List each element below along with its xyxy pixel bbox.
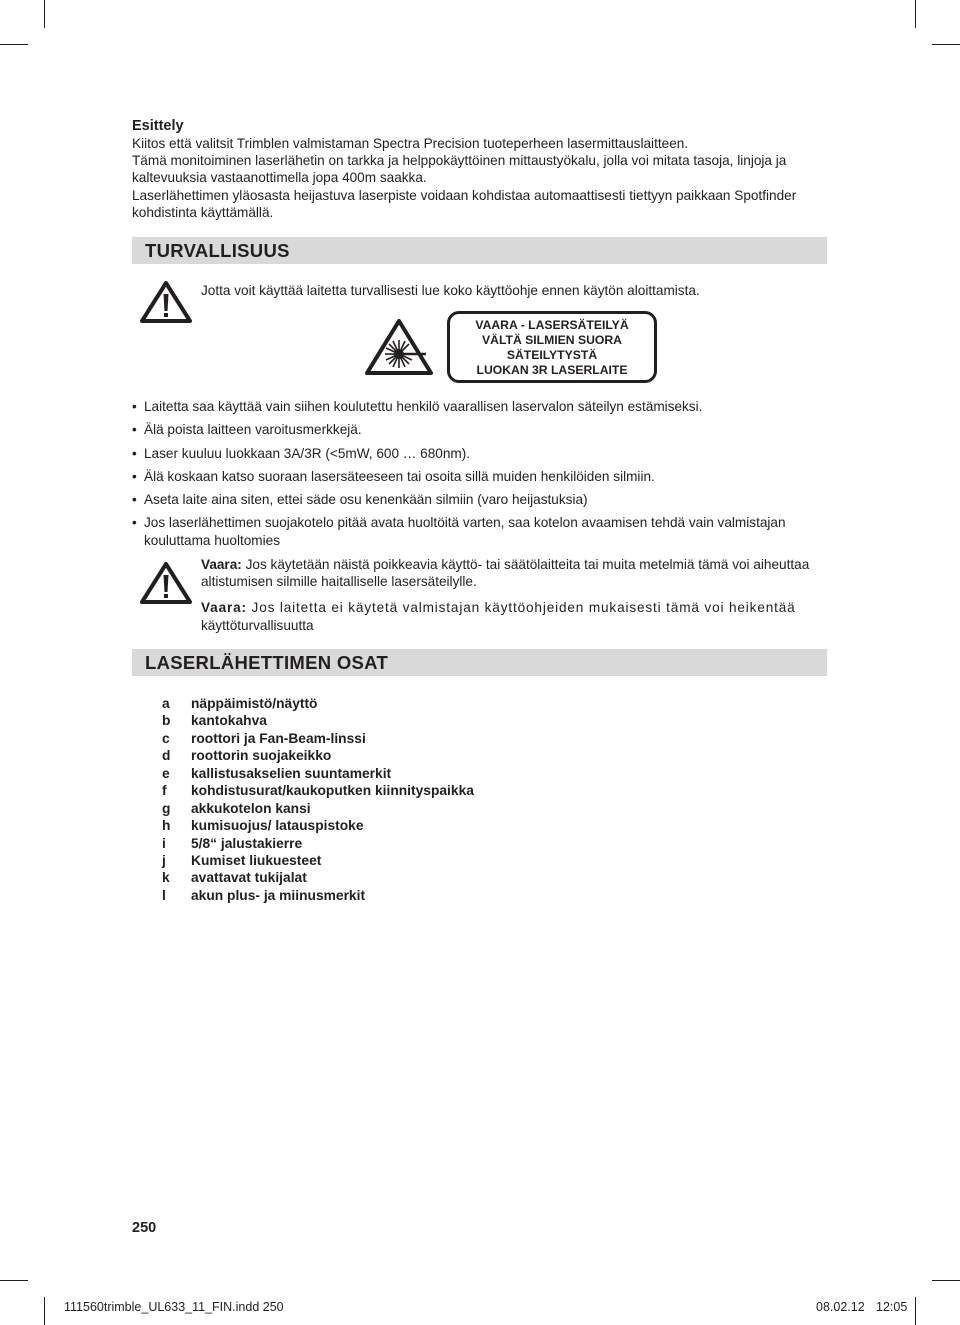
crop-mark <box>915 0 916 28</box>
footer-file: 111560trimble_UL633_11_FIN.indd 250 <box>64 1300 284 1314</box>
bullet-text: Älä poista laitteen varoitusmerkkejä. <box>144 422 362 437</box>
part-letter: k <box>162 870 170 886</box>
bullet-dot: • <box>132 446 137 461</box>
part-label: kallistusakselien suuntamerkit <box>191 765 392 781</box>
safety-warning-text: Jotta voit käyttää laitetta turvallisesti lue koko käyttöohje ennen käytön aloittamista. <box>201 283 700 298</box>
bullet-dot: • <box>132 515 137 530</box>
part-letter: f <box>162 783 167 799</box>
crop-mark <box>932 1280 960 1281</box>
part-label: avattavat tukijalat <box>191 870 307 886</box>
danger-label-line: LUOKAN 3R LASERLAITE <box>476 363 628 377</box>
intro-line: kohdistinta käyttämällä. <box>132 205 274 220</box>
part-letter: i <box>162 835 166 851</box>
laser-danger-label <box>447 311 657 383</box>
bullet-dot: • <box>132 492 137 507</box>
part-label: roottori ja Fan-Beam-linssi <box>191 730 366 746</box>
part-label: kumisuojus/ latauspistoke <box>191 818 364 834</box>
part-letter: c <box>162 730 170 746</box>
intro-line: Tämä monitoiminen laserlähetin on tarkka ja helppokäyttöinen mittaustyökalu, jolla voi mitata tasoja, linjoja ja <box>132 153 787 168</box>
bullet-text: Laser kuuluu luokkaan 3A/3R (<5mW, 600 … 680nm). <box>144 446 471 461</box>
bullet-dot: • <box>132 469 137 484</box>
caution-text-line: Jos käytetään näistä poikkeavia käyttö- tai säätölaitteita tai muita metelmiä tämä voi aiheuttaa <box>241 557 810 572</box>
page-number: 250 <box>132 1220 157 1236</box>
caution-label: Vaara: <box>201 557 242 572</box>
caution-text-line: käyttöturvallisuutta <box>201 618 314 633</box>
bullet-text: Laitetta saa käyttää vain siihen koulutettu henkilö vaarallisen laservalon säteilyn estämiseksi. <box>144 399 703 414</box>
intro-line: kaltevuuksia vastaanottimella jopa 400m saakka. <box>132 170 427 185</box>
part-label: akun plus- ja miinusmerkit <box>191 887 366 903</box>
intro-line: Kiitos että valitsit Trimblen valmistaman Spectra Precision tuoteperheen lasermittauslaitteen. <box>132 136 689 151</box>
part-label: näppäimistö/näyttö <box>191 696 318 711</box>
caution-text <box>201 599 796 617</box>
section-heading-safety: TURVALLISUUS <box>132 237 827 264</box>
bullet-text: Aseta laite aina siten, ettei säde osu kenenkään silmiin (varo heijastuksia) <box>144 492 588 507</box>
caution-label: Vaara: <box>201 600 247 615</box>
danger-label-line: VAARA - LASERSÄTEILYÄ <box>475 318 629 332</box>
part-label: kohdistusurat/kaukoputken kiinnityspaikka <box>191 783 474 799</box>
danger-label-line: VÄLTÄ SILMIEN SUORA <box>482 333 622 347</box>
part-letter: h <box>162 818 171 834</box>
bullet-text-continued: kouluttama huoltomies <box>144 533 281 548</box>
part-label: 5/8“ jalustakierre <box>191 835 303 851</box>
danger-label-line: SÄTEILYTYSTÄ <box>506 348 598 362</box>
warning-triangle-icon <box>139 561 193 605</box>
part-letter: l <box>162 887 166 903</box>
part-letter: e <box>162 765 170 781</box>
caution-text-line: Jos laitetta ei käytetä valmistajan käyttöohjeiden mukaisesti tämä voi heikentää <box>246 600 796 615</box>
bullet-text: Jos laserlähettimen suojakotelo pitää avata huoltöitä varten, saa kotelon avaamisen tehdä vain valmistajan <box>144 515 786 530</box>
crop-mark <box>0 44 28 45</box>
part-letter: d <box>162 748 171 764</box>
laser-radiation-icon <box>364 318 434 376</box>
crop-mark <box>44 1297 45 1325</box>
footer-time: 12:05 <box>876 1300 908 1314</box>
crop-mark <box>932 44 960 45</box>
footer-date: 08.02.12 <box>816 1300 865 1314</box>
crop-mark <box>915 1297 916 1325</box>
crop-mark <box>0 1280 28 1281</box>
intro-title: Esittely <box>132 118 184 134</box>
part-letter: b <box>162 713 171 729</box>
part-letter: j <box>162 852 166 868</box>
caution-text-line: altistumisen silmille haitalliselle lasersäteilylle. <box>201 574 477 589</box>
part-letter: a <box>162 696 170 711</box>
intro-line: Laserlähettimen yläosasta heijastuva laserpiste voidaan kohdistaa automaattisesti tiettyyn paikkaan Spotfinder <box>132 188 797 203</box>
bullet-text: Älä koskaan katso suoraan lasersäteeseen tai osoita sillä muiden henkilöiden silmiin. <box>144 469 655 484</box>
warning-triangle-icon <box>139 280 193 324</box>
bullet-dot: • <box>132 399 137 414</box>
crop-mark <box>44 0 45 28</box>
part-letter: g <box>162 800 171 816</box>
part-label: Kumiset liukuesteet <box>191 852 322 868</box>
bullet-dot: • <box>132 422 137 437</box>
part-label: akkukotelon kansi <box>191 800 311 816</box>
caution-text <box>201 556 809 574</box>
part-label: kantokahva <box>191 713 267 729</box>
part-label: roottorin suojakeikko <box>191 748 332 764</box>
section-heading-parts: LASERLÄHETTIMEN OSAT <box>132 649 827 676</box>
